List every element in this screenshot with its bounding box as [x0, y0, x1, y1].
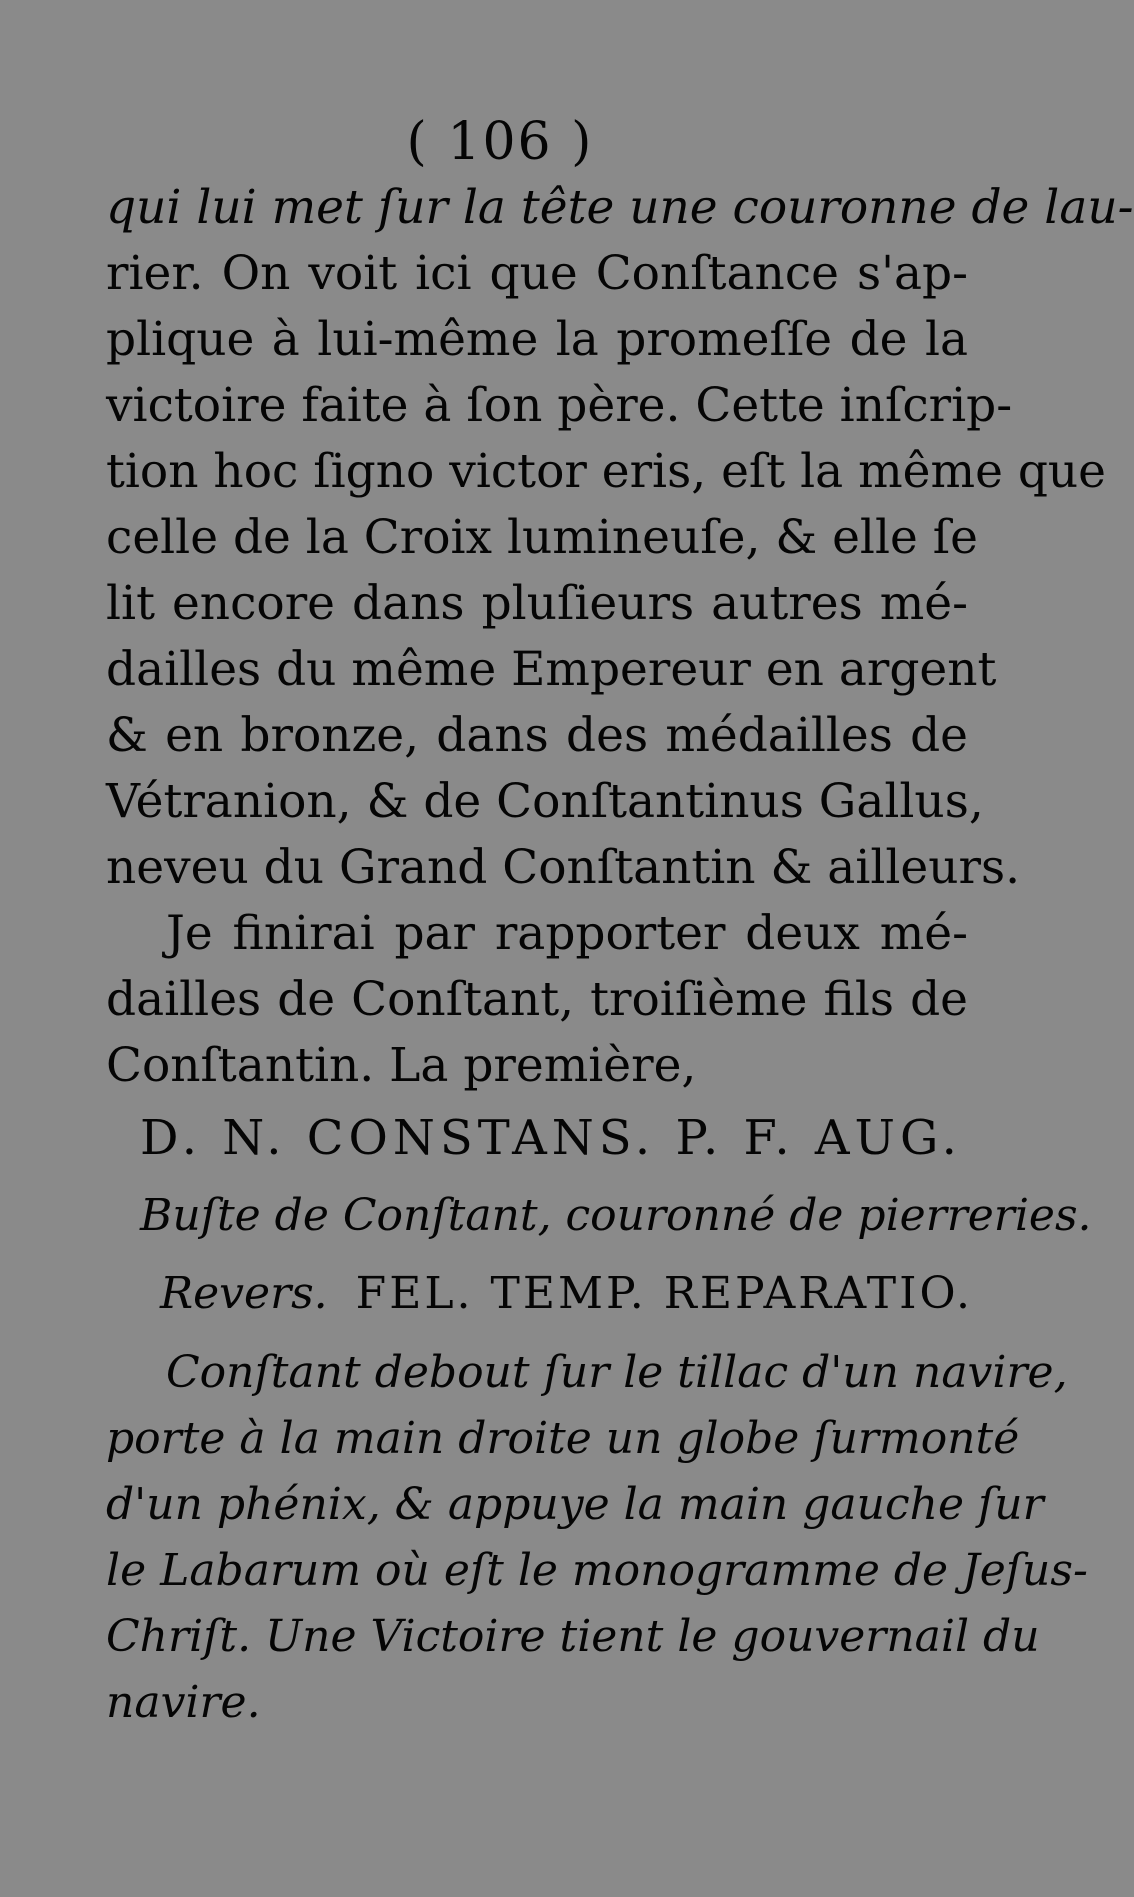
- text-line: lit encore dans pluſieurs autres mé-: [106, 576, 968, 631]
- text-line: qui lui met ſur la tête une couronne de lau-: [106, 180, 1134, 235]
- reverse-legend: FEL. TEMP. REPARATIO.: [355, 1268, 973, 1319]
- text-line: tion hoc ſigno victor eris, eſt la même que: [106, 444, 1106, 499]
- text-line: dailles de Conſtant, troiſième fils de: [106, 972, 968, 1027]
- text-line: d'un phénix, & appuye la main gauche ſur: [106, 1479, 1044, 1530]
- text-line: le Labarum où eſt le monogramme de Jeſus-: [106, 1545, 1088, 1596]
- text-line: Conſtant debout ſur le tillac d'un navire,: [166, 1347, 1068, 1398]
- medal-bust-description: Buſte de Conſtant, couronné de pierreries.: [140, 1190, 1092, 1241]
- body-paragraph: [106, 175, 1134, 1099]
- text-line: victoire faite à ſon père. Cette inſcrip-: [106, 378, 1013, 433]
- medal-legend: D. N. CONSTANS. P. F. AUG.: [140, 1110, 962, 1166]
- text-line: Je finirai par rapporter deux mé-: [166, 906, 968, 961]
- medal-reverse: [160, 1268, 973, 1319]
- text-line: celle de la Croix lumineuſe, & elle ſe: [106, 510, 978, 565]
- text-line: dailles du même Empereur en argent: [106, 642, 997, 697]
- text-line: Conſtantin. La première,: [106, 1038, 697, 1093]
- text-line: neveu du Grand Conſtantin & ailleurs.: [106, 840, 1021, 895]
- text-line: rier. On voit ici que Conſtance s'ap-: [106, 246, 968, 301]
- text-line: Vétranion, & de Conſtantinus Gallus,: [106, 774, 984, 829]
- text-line: Chriſt. Une Victoire tient le gouvernail du: [106, 1611, 1040, 1662]
- reverse-description: [106, 1340, 1088, 1736]
- text-line: & en bronze, dans des médailles de: [106, 708, 968, 763]
- text-line: plique à lui-même la promeſſe de la: [106, 312, 968, 367]
- text-line: navire.: [106, 1677, 261, 1728]
- text-line: porte à la main droite un globe ſurmonté: [106, 1413, 1020, 1464]
- page-number: ( 106 ): [406, 112, 594, 172]
- reverse-label: Revers.: [160, 1268, 328, 1319]
